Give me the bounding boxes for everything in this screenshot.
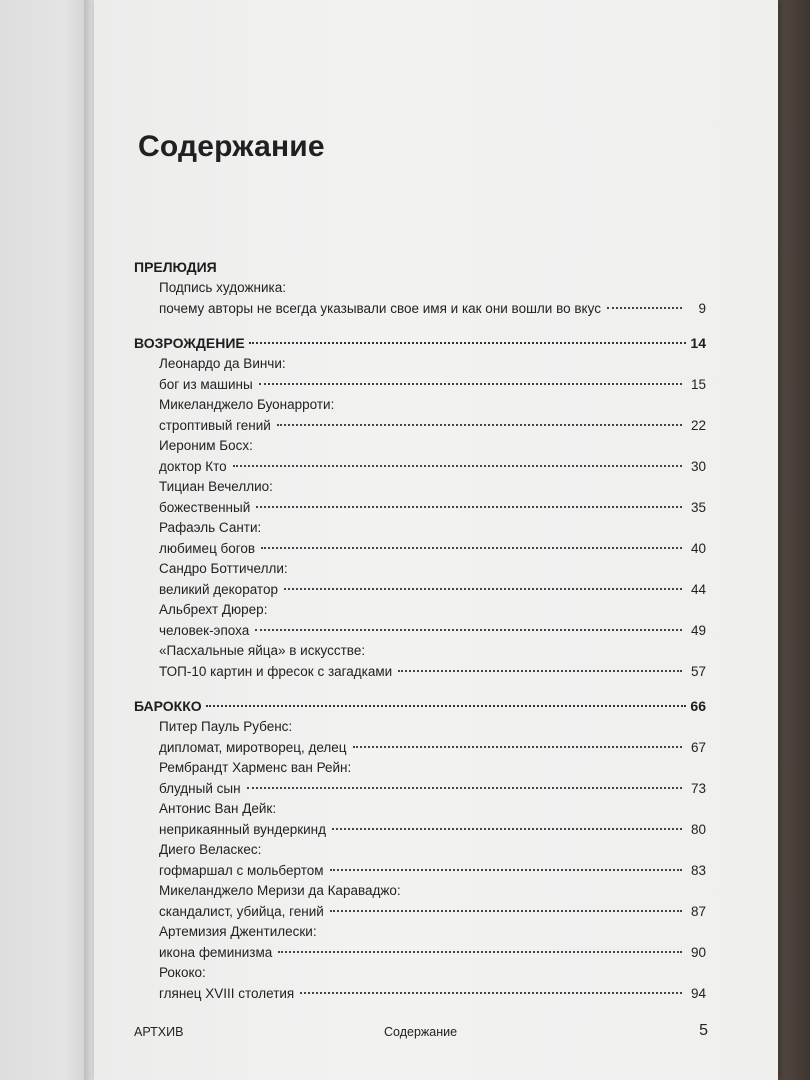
entry-name: Сандро Боттичелли: xyxy=(159,561,288,576)
entry-page-number: 9 xyxy=(698,301,706,316)
entry-page-number: 87 xyxy=(690,904,706,919)
entry-name: Альбрехт Дюрер: xyxy=(159,602,268,617)
entry-name: Артемизия Джентилески: xyxy=(159,924,317,939)
entry-name: Микеланджело Буонарроти: xyxy=(159,397,335,412)
facing-page-edge xyxy=(0,0,92,1080)
entry-subtitle-row xyxy=(159,579,706,600)
entry-subtitle: икона феминизма xyxy=(159,945,273,960)
section-heading xyxy=(134,696,706,716)
entry-subtitle: почему авторы не всегда указывали свое имя и как они вошли во вкус xyxy=(159,301,601,316)
dot-leader xyxy=(332,828,682,830)
toc-entry[interactable] xyxy=(159,963,706,1004)
entry-name: Питер Пауль Рубенс: xyxy=(159,719,293,734)
dot-leader xyxy=(330,869,682,871)
entry-page-number: 80 xyxy=(690,822,706,837)
table-of-contents xyxy=(134,257,706,1018)
dot-leader xyxy=(607,307,682,309)
entry-page-number: 57 xyxy=(690,664,706,679)
entry-name: Рафаэль Санти: xyxy=(159,520,262,535)
entry-name: Рембрандт Харменс ван Рейн: xyxy=(159,760,352,775)
entry-subtitle: великий декоратор xyxy=(159,582,278,597)
toc-entry[interactable] xyxy=(159,395,706,436)
dot-leader xyxy=(278,951,682,953)
section-title: ПРЕЛЮДИЯ xyxy=(134,259,217,275)
entry-page-number: 30 xyxy=(690,459,706,474)
entry-page-number: 22 xyxy=(690,418,706,433)
section-heading xyxy=(134,333,706,353)
entry-subtitle: блудный сын xyxy=(159,781,241,796)
dot-leader xyxy=(255,629,682,631)
entry-subtitle: неприкаянный вундеркинд xyxy=(159,822,327,837)
entry-page-number: 90 xyxy=(690,945,706,960)
toc-entry[interactable] xyxy=(159,799,706,840)
entry-subtitle: любимец богов xyxy=(159,541,256,556)
footer-running-title: Содержание xyxy=(384,1025,458,1039)
entry-subtitle-row xyxy=(159,661,706,682)
dot-leader xyxy=(330,910,682,912)
entry-page-number: 83 xyxy=(690,863,706,878)
section-title: ВОЗРОЖДЕНИЕ xyxy=(134,335,245,351)
entry-subtitle: глянец XVIII столетия xyxy=(159,986,295,1001)
section-heading xyxy=(134,257,706,277)
entry-page-number: 49 xyxy=(690,623,706,638)
entry-subtitle: дипломат, миротворец, делец xyxy=(159,740,347,755)
entry-name: Рококо: xyxy=(159,965,206,980)
entry-page-number: 35 xyxy=(690,500,706,515)
entry-name: Тициан Вечеллио: xyxy=(159,479,273,494)
toc-entry[interactable] xyxy=(159,758,706,799)
entry-subtitle-row xyxy=(159,298,706,319)
dot-leader xyxy=(233,465,682,467)
entry-name: Антонис Ван Дейк: xyxy=(159,801,277,816)
entry-name: Диего Веласкес: xyxy=(159,842,262,857)
entry-subtitle: гофмаршал с мольбертом xyxy=(159,863,324,878)
dot-leader xyxy=(284,588,682,590)
toc-entry[interactable] xyxy=(159,717,706,758)
entry-subtitle: бог из машины xyxy=(159,377,253,392)
footer-publisher: АРТХИВ xyxy=(134,1025,184,1039)
dot-leader xyxy=(206,705,687,707)
entry-page-number: 44 xyxy=(690,582,706,597)
entry-name: «Пасхальные яйца» в искусстве: xyxy=(159,643,366,658)
entry-subtitle: божественный xyxy=(159,500,251,515)
dot-leader xyxy=(398,670,682,672)
entry-page-number: 15 xyxy=(690,377,706,392)
dot-leader xyxy=(249,342,687,344)
dot-leader xyxy=(277,424,682,426)
toc-section xyxy=(134,696,706,1004)
entry-page-number: 73 xyxy=(690,781,706,796)
entry-subtitle-row xyxy=(159,538,706,559)
entry-name: Иероним Босх: xyxy=(159,438,253,453)
entry-subtitle-row xyxy=(159,942,706,963)
entry-subtitle-row xyxy=(159,415,706,436)
toc-entry[interactable] xyxy=(159,840,706,881)
entry-subtitle-row xyxy=(159,901,706,922)
toc-entry[interactable] xyxy=(159,922,706,963)
dot-leader xyxy=(247,787,682,789)
section-page-number: 14 xyxy=(690,335,706,351)
toc-entry[interactable] xyxy=(159,477,706,518)
entry-subtitle-row xyxy=(159,819,706,840)
toc-entry[interactable] xyxy=(159,278,706,319)
entry-page-number: 94 xyxy=(690,986,706,1001)
entry-subtitle-row xyxy=(159,456,706,477)
footer-page-number: 5 xyxy=(699,1022,708,1039)
toc-entry[interactable] xyxy=(159,354,706,395)
entry-subtitle-row xyxy=(159,374,706,395)
section-title: БАРОККО xyxy=(134,698,202,714)
entry-subtitle: скандалист, убийца, гений xyxy=(159,904,324,919)
entry-subtitle: строптивый гений xyxy=(159,418,271,433)
entry-name: Подпись художника: xyxy=(159,280,286,295)
toc-entry[interactable] xyxy=(159,881,706,922)
book-page xyxy=(94,0,778,1080)
toc-section xyxy=(134,257,706,319)
entry-name: Леонардо да Винчи: xyxy=(159,356,286,371)
toc-entry[interactable] xyxy=(159,436,706,477)
toc-entry[interactable] xyxy=(159,559,706,600)
dot-leader xyxy=(261,547,682,549)
entry-subtitle: ТОП-10 картин и фресок с загадками xyxy=(159,664,393,679)
entry-subtitle-row xyxy=(159,737,706,758)
entry-subtitle: доктор Кто xyxy=(159,459,227,474)
entry-subtitle-row xyxy=(159,778,706,799)
entry-page-number: 67 xyxy=(690,740,706,755)
dot-leader xyxy=(300,992,682,994)
dot-leader xyxy=(259,383,682,385)
toc-entry[interactable] xyxy=(159,641,706,682)
dot-leader xyxy=(353,746,682,748)
page-title: Содержание xyxy=(138,130,325,163)
entry-name: Микеланджело Меризи да Караваджо: xyxy=(159,883,401,898)
entry-subtitle-row xyxy=(159,497,706,518)
entry-subtitle-row xyxy=(159,620,706,641)
toc-section xyxy=(134,333,706,682)
section-page-number: 66 xyxy=(690,698,706,714)
entry-page-number: 40 xyxy=(690,541,706,556)
toc-entry[interactable] xyxy=(159,518,706,559)
entry-subtitle-row xyxy=(159,983,706,1004)
entry-subtitle-row xyxy=(159,860,706,881)
entry-subtitle: человек-эпоха xyxy=(159,623,250,638)
dot-leader xyxy=(256,506,682,508)
toc-entry[interactable] xyxy=(159,600,706,641)
